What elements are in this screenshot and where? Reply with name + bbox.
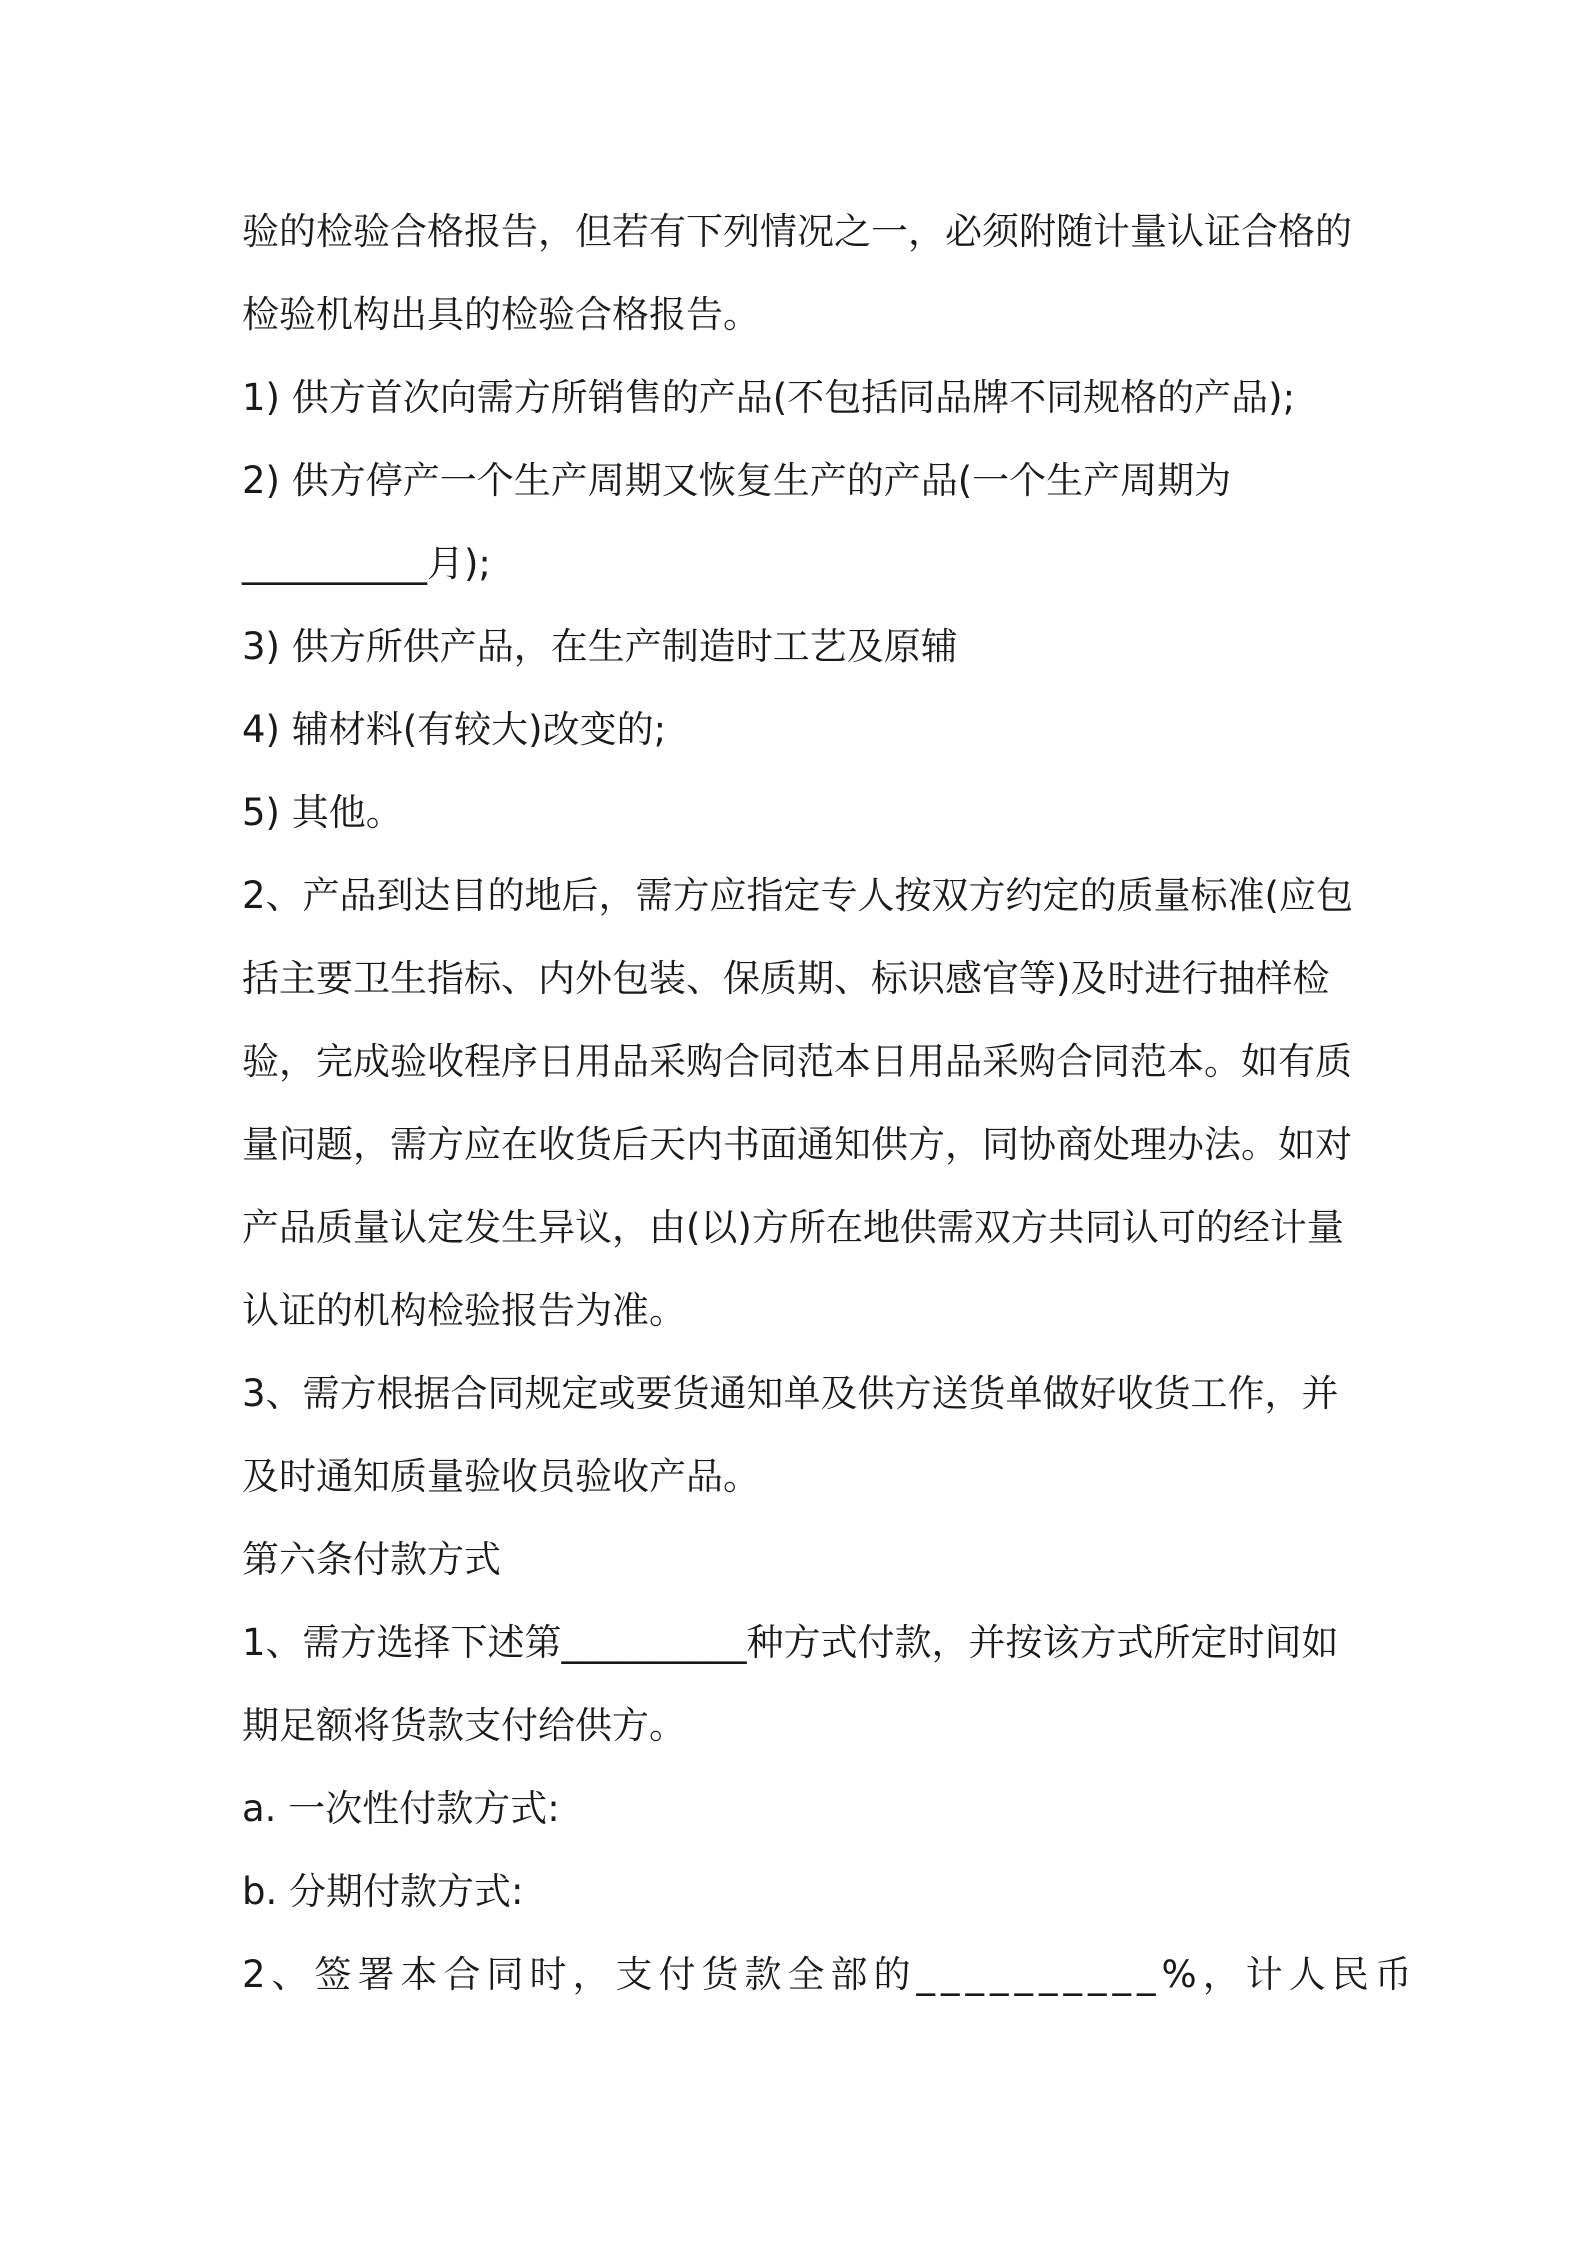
paragraph-line-1: 验的检验合格报告，但若有下列情况之一，必须附随计量认证合格的: [242, 210, 1352, 253]
payment-option-a: a. 一次性付款方式:: [242, 1787, 560, 1830]
payment-clause-2-line-1: 2、签署本合同时，支付货款全部的__________%，计人民币: [242, 1953, 1418, 1996]
list-item-2-continuation: __________月);: [242, 542, 491, 585]
clause-2-line-6: 认证的机构检验报告为准。: [242, 1289, 686, 1332]
payment-clause-1-line-2: 期足额将货款支付给供方。: [242, 1704, 686, 1747]
article-6-heading: 第六条付款方式: [242, 1538, 501, 1581]
list-item-4: 4) 辅材料(有较大)改变的;: [242, 708, 667, 751]
clause-2-line-1: 2、产品到达目的地后，需方应指定专人按双方约定的质量标准(应包: [242, 874, 1353, 917]
clause-3-line-2: 及时通知质量验收员验收产品。: [242, 1455, 760, 1498]
list-item-3: 3) 供方所供产品，在生产制造时工艺及原辅: [242, 625, 958, 668]
paragraph-line-2: 检验机构出具的检验合格报告。: [242, 293, 760, 336]
clause-3-line-1: 3、需方根据合同规定或要货通知单及供方送货单做好收货工作，并: [242, 1372, 1339, 1415]
list-item-1: 1) 供方首次向需方所销售的产品(不包括同品牌不同规格的产品);: [242, 376, 1296, 419]
clause-2-line-4: 量问题，需方应在收货后天内书面通知供方，同协商处理办法。如对: [242, 1123, 1352, 1166]
payment-clause-1-line-1: 1、需方选择下述第__________种方式付款，并按该方式所定时间如: [242, 1621, 1339, 1664]
payment-option-b: b. 分期付款方式:: [242, 1870, 524, 1913]
clause-2-line-5: 产品质量认定发生异议，由(以)方所在地供需双方共同认可的经计量: [242, 1206, 1344, 1249]
clause-2-line-2: 括主要卫生指标、内外包装、保质期、标识感官等)及时进行抽样检: [242, 957, 1330, 1000]
clause-2-line-3: 验，完成验收程序日用品采购合同范本日用品采购合同范本。如有质: [242, 1040, 1352, 1083]
list-item-2: 2) 供方停产一个生产周期又恢复生产的产品(一个生产周期为: [242, 459, 1232, 502]
list-item-5: 5) 其他。: [242, 791, 403, 834]
